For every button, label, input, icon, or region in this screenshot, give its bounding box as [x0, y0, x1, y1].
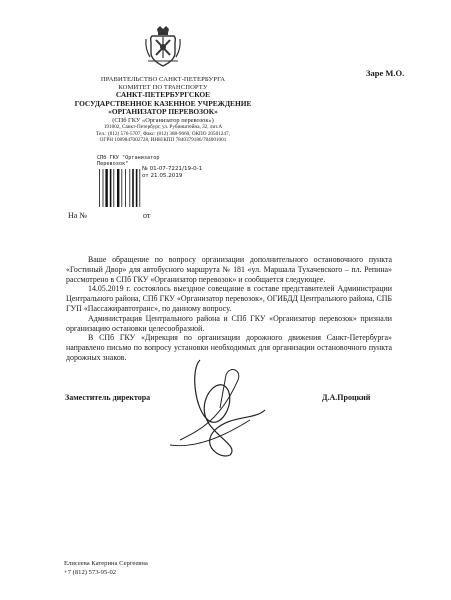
executor-info: [64, 560, 148, 577]
body-paragraph: В СПб ГКУ «Дирекция по организации дорожного движения Санкт-Петербурга» направлено письмо по вопросу установки необходимых для организации остановочного пункта дорожных знаков.: [66, 333, 392, 362]
registration-org: СПб ГКУ "Организатор Перевозок": [97, 155, 160, 167]
barcode-icon: [97, 161, 143, 209]
org-short-name: (СПб ГКУ «Организатор перевозок»): [112, 116, 214, 124]
letter-body: [66, 255, 392, 363]
registration-number: № 01-07-7221/19-0-1: [142, 166, 203, 172]
body-paragraph: 14.05.2019 г. состоялось выездное совещание в составе представителей Администрации Центрального района, СПб ГКУ «Организатор перевозок», ОГИБДД Центрального района, СПБ ГУП «Пассажиравтотранс», по данному вопросу.: [66, 284, 392, 313]
ref-number-label: На №: [68, 211, 87, 220]
coat-of-arms-icon: [144, 25, 182, 69]
addressee: Заре М.О.: [366, 68, 405, 78]
org-line-3: «ОРГАНИЗАТОР ПЕРЕВОЗОК»: [108, 107, 218, 117]
registration-date: от 21.05.2019: [142, 172, 183, 179]
handwritten-signature: [160, 350, 272, 462]
signatory-name: Д.А.Процкий: [322, 393, 371, 402]
org-phones: Тел.: (812) 576-5707, Факс: (812) 388-9660, ОКПО 20501247,: [96, 130, 230, 137]
ref-date-label: от: [143, 211, 151, 220]
executor-name: Елисеева Катерина Сергеевна: [64, 560, 148, 567]
org-line-1: САНКТ-ПЕТЕРБУРГСКОЕ: [115, 90, 211, 100]
body-paragraph: Ваше обращение по вопросу организации дополнительного остановочного пункта «Гостиный Двор» для автобусного маршрута № 181 «ул. Маршала Тухачевского – пл. Репина» рассмотрено в СПб ГКУ «Организатор перевозок» и сообщается следующее.: [66, 255, 392, 284]
gov-name: ПРАВИТЕЛЬСТВО САНКТ-ПЕТЕРБУРГА: [100, 76, 226, 83]
body-paragraph: Администрация Центрального района и СПб ГКУ «Организатор перевозок» признали организацию остановки целесообразной.: [66, 313, 392, 333]
committee-name: КОМИТЕТ ПО ТРАНСПОРТУ: [118, 83, 208, 91]
letterhead: [50, 76, 276, 144]
registration-stamp: [142, 166, 202, 179]
signatory-title: Заместитель директора: [65, 393, 151, 402]
reference-line: [68, 211, 150, 220]
org-address: 191002, Санкт-Петербург, ул. Рубинштейна, 32, лит.А: [103, 124, 223, 131]
org-ids: ОГРН 1089847002728, ИНН/КПП 7840379186/784001001: [99, 137, 227, 144]
org-line-2: ГОСУДАРСТВЕННОЕ КАЗЕННОЕ УЧРЕЖДЕНИЕ: [74, 98, 252, 108]
executor-phone: +7 (812) 573-95-02: [64, 568, 117, 576]
